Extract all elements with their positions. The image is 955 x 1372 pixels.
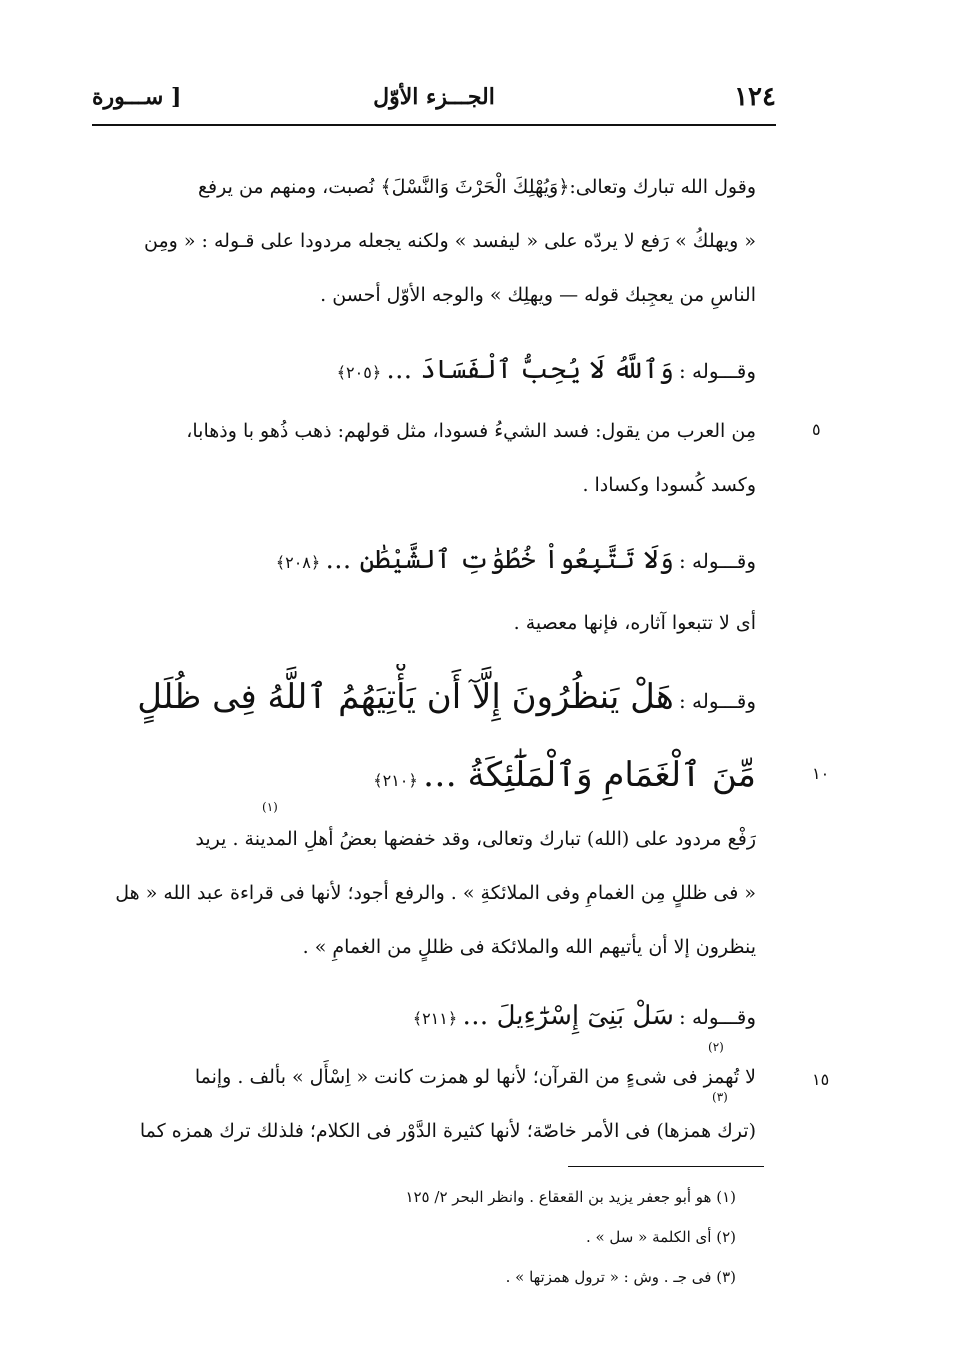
page-number: ١٢٤	[734, 82, 776, 112]
text-line: الناسِ من يعجِبك قوله — ويهلِك » والوجه الأوّل أحسن .	[320, 284, 756, 306]
footnote-1: (١) هو أبو جعفر يزيد بن القعقاع . وانظر البحر ٢/ ١٢٥	[405, 1188, 736, 1206]
verse-number: ﴿٢٠٥﴾	[336, 363, 382, 382]
commentary-paragraph-3	[100, 596, 756, 650]
page-header	[92, 80, 776, 122]
line-marker-10: ١٠	[812, 764, 830, 783]
verse-text: وَلَا تَتَّبِعُواْ خُطُوَٰتِ ٱلشَّيْطَٰنِ …	[325, 545, 674, 575]
verse-text: وَٱللَّهُ لَا يُحِبُّ ٱلْفَسَادَ …	[386, 355, 674, 385]
verse-text: سَلْ بَنِىٓ إِسْرَٰٓءِيلَ …	[462, 1001, 674, 1031]
verse-208	[100, 530, 756, 590]
commentary-paragraph-1	[100, 160, 756, 322]
verse-text: مِّنَ ٱلْغَمَامِ وَٱلْمَلَٰٓئِكَةُ …	[422, 755, 756, 795]
footnote-ref-1: (١)	[262, 800, 278, 814]
footnote-3: (٣) فى جـ . وش : « ترول همزتها » .	[505, 1268, 736, 1286]
verse-210-line-1	[100, 664, 756, 730]
line-marker-5: ٥	[812, 420, 821, 439]
verse-number: ﴿٢١٠﴾	[373, 771, 418, 790]
commentary-paragraph-5	[100, 1050, 756, 1158]
header-rule	[92, 124, 776, 126]
commentary-paragraph-2	[100, 404, 756, 512]
text-line: (ترك همزها) فى الأمر خاصّة؛ لأنها كثيرة الدَّوْر فى الكلام؛ فلذلك ترك همزه كما	[139, 1120, 756, 1142]
text-line: ينظرون إلا أن يأتيهم الله والملائكة فى ظللٍ من الغمامِ » .	[302, 936, 756, 958]
verse-intro: وقـــوله :	[678, 359, 756, 383]
commentary-paragraph-4	[100, 812, 756, 974]
footnote-ref-2: (٢)	[708, 1040, 724, 1054]
footnote-rule	[568, 1166, 764, 1167]
text-line: وقول الله تبارك وتعالى:﴿وَيُهْلِكَ الْحَرْثَ وَالنَّسْلَ﴾ نُصبت، ومنهم من يرفع	[197, 176, 756, 198]
text-line: لا تُهمز فى شىءٍ من القرآن؛ لأنها لو همزت كانت « اِسْأَل » بألف . وإنما	[194, 1066, 756, 1088]
verse-205	[100, 340, 756, 400]
text-line: أى لا تتبعوا آثاره، فإنها معصية .	[513, 612, 756, 634]
verse-intro: وقـــوله :	[678, 689, 756, 713]
text-line: « فى ظللٍ مِن الغمامِ وفى الملائكةِ » . والرفع أجود؛ لأنها فى قراءة عبد الله « هل	[115, 882, 756, 904]
line-marker-15: ١٥	[812, 1070, 830, 1089]
text-line: وكسد كُسودا وكسادا .	[582, 474, 756, 496]
text-line: رَفْع مردود على (الله) تبارك وتعالى، وقد خفضها بعضُ أهلِ المدينة . يريد	[195, 828, 756, 850]
verse-number: ﴿٢١١﴾	[412, 1009, 458, 1028]
verse-210-line-2	[100, 742, 756, 808]
verse-text: هَلْ يَنظُرُونَ إِلَّآ أَن يَأْتِيَهُمُ ٱللَّهُ فِى ظُلَلٍ	[137, 677, 674, 717]
verse-intro: وقـــوله :	[678, 549, 756, 573]
part-title: الجـــزء الأوّل	[373, 84, 495, 110]
surah-label: [ ســـورة	[92, 84, 182, 110]
verse-intro: وقـــوله :	[678, 1005, 756, 1029]
text-line: « ويهلكُ » رَفع لا يردّه على « ليفسد » ولكنه يجعله مردودا على قـوله : « ومِن	[144, 230, 756, 252]
text-line: مِن العرب من يقول: فسد الشيءُ فسودا، مثل قولهم: ذهب ذُهو با وذهابا،	[186, 420, 756, 442]
footnote-2: (٢) أى الكلمة « سل » .	[585, 1228, 736, 1246]
verse-number: ﴿٢٠٨﴾	[275, 553, 321, 572]
verse-211	[100, 986, 756, 1046]
footnote-ref-3: (٣)	[712, 1090, 728, 1104]
